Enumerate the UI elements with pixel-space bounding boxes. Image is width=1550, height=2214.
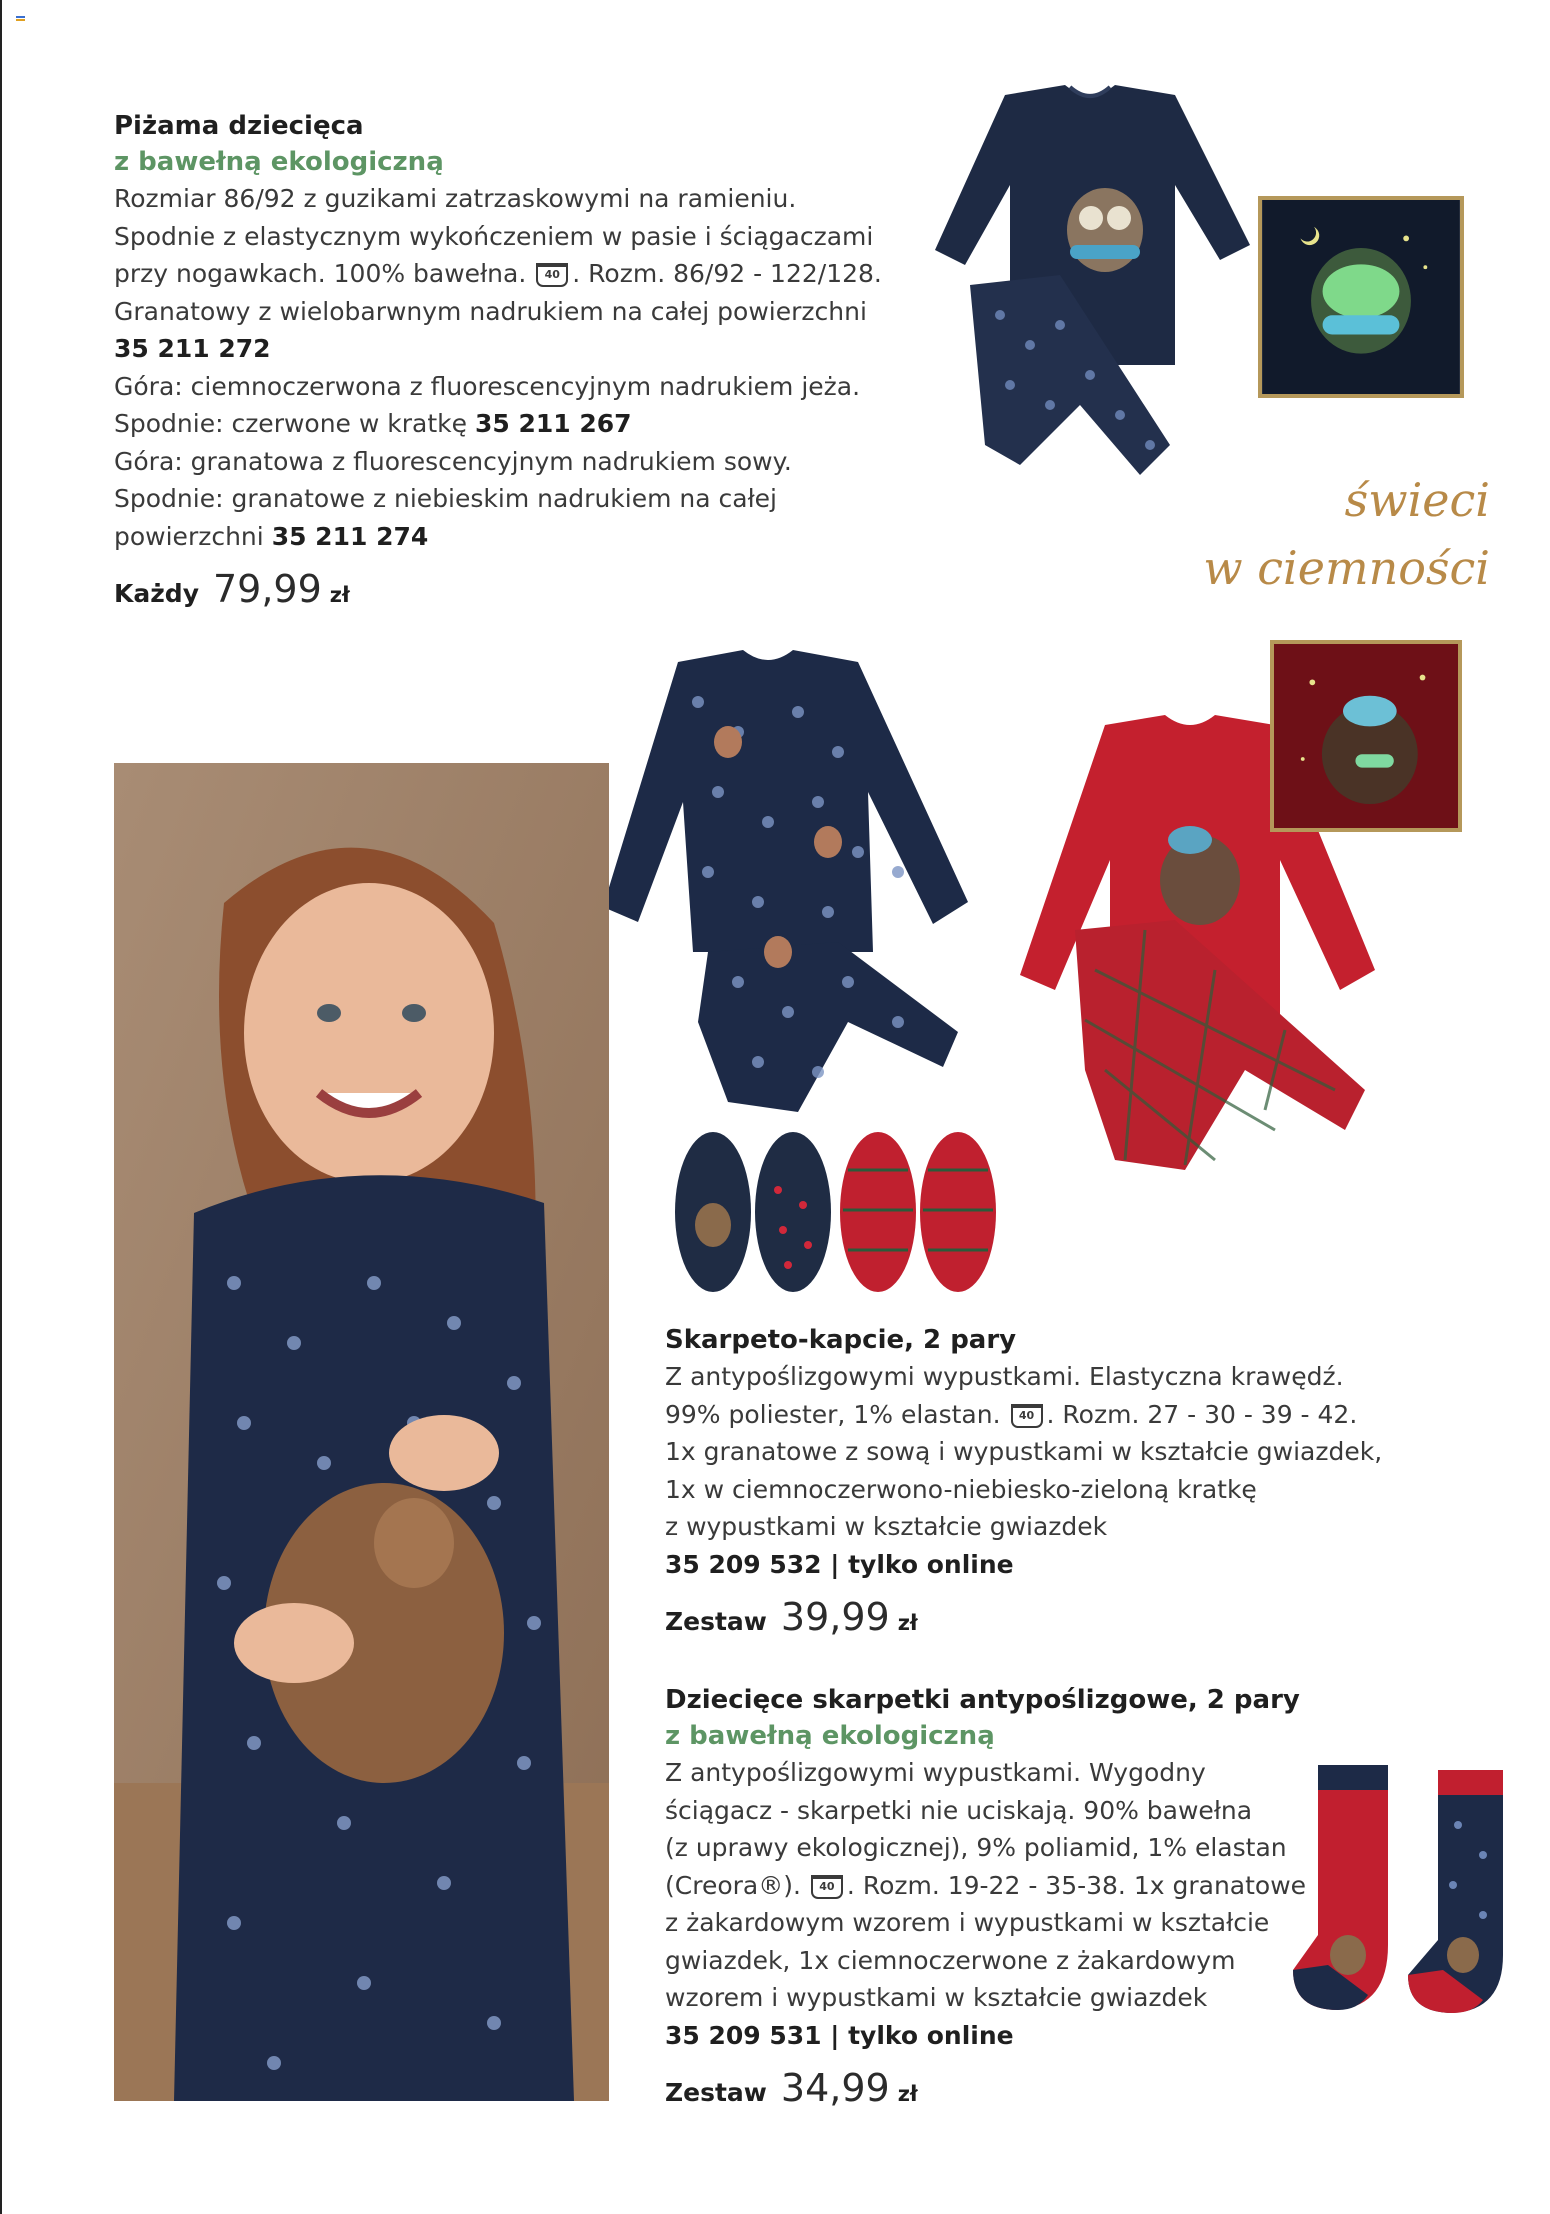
- article-number: 35 211 272: [114, 334, 271, 363]
- wash-40-icon: 40: [1011, 1404, 1043, 1428]
- girl-lifestyle-photo: [114, 763, 609, 2101]
- kids-socks-price: Zestaw 34,99 zł: [665, 2066, 918, 2110]
- kids-socks-line: ściągacz - skarpetki nie uciskają. 90% bawełna: [665, 1795, 1253, 1825]
- owl-pajama-image: [910, 75, 1270, 545]
- pajama-line: Spodnie: granatowe z niebieskim nadrukiem na całej: [114, 484, 778, 513]
- pajama-price: Każdy 79,99 zł: [114, 567, 350, 611]
- menu-icon[interactable]: [16, 16, 25, 22]
- owl-glow-thumbnail: [1258, 196, 1464, 398]
- slipper-socks-line: z wypustkami w kształcie gwiazdek: [665, 1512, 1108, 1541]
- kids-socks-text-block: [665, 1682, 1385, 2110]
- kids-socks-line: gwiazdek, 1x ciemnoczerwone z żakardowym: [665, 1945, 1236, 1975]
- kids-socks-line: Z antypoślizgowymi wypustkami. Wygodny: [665, 1758, 1206, 1787]
- glow-in-dark-caption: świeci w ciemności: [1203, 473, 1490, 595]
- article-number: 35 209 531 | tylko online: [665, 2020, 1014, 2050]
- pajama-line: Spodnie z elastycznym wykończeniem w pasie i ściągaczami: [114, 221, 874, 251]
- pajama-line: Rozmiar 86/92 z guzikami zatrzaskowymi na ramieniu.: [114, 184, 797, 213]
- pajama-line: Góra: granatowa z fluorescencyjnym nadrukiem sowy.: [114, 446, 792, 476]
- slipper-socks-line: Z antypoślizgowymi wypustkami. Elastyczna krawędź.: [665, 1362, 1344, 1391]
- slipper-socks-line: 1x granatowe z sową i wypustkami w kształcie gwiazdek,: [665, 1437, 1383, 1466]
- hedgehog-glow-thumbnail: [1270, 640, 1462, 832]
- article-number: 35 211 267: [474, 409, 632, 438]
- pajama-subtitle: z bawełną ekologiczną: [114, 147, 444, 177]
- pajama-line: Góra: ciemnoczerwona z fluorescencyjnym nadrukiem jeża.: [114, 371, 861, 401]
- kids-socks-line: wzorem i wypustkami w kształcie gwiazdek: [665, 1983, 1208, 2012]
- wash-40-icon: 40: [811, 1875, 843, 1899]
- pajama-title: Piżama dziecięca: [114, 111, 364, 141]
- pajama-line: przy nogawkach. 100% bawełna. 40 . Rozm. 86/92 - 122/128.: [114, 259, 882, 288]
- pajama-text-block: [114, 108, 914, 611]
- kids-socks-line: (z uprawy ekologicznej), 9% poliamid, 1% elastan: [665, 1833, 1287, 1862]
- slipper-socks-line: 99% poliester, 1% elastan. 40 . Rozm. 27 - 30 - 39 - 42.: [665, 1399, 1358, 1429]
- page-border: [0, 0, 2, 2214]
- article-number: 35 211 274: [271, 521, 429, 551]
- slipper-socks-title: Skarpeto-kapcie, 2 pary: [665, 1325, 1017, 1355]
- kids-socks-subtitle: z bawełną ekologiczną: [665, 1721, 995, 1751]
- kids-socks-title: Dziecięce skarpetki antypoślizgowe, 2 pary: [665, 1685, 1300, 1715]
- slipper-socks-text-block: [665, 1322, 1505, 1639]
- pajama-line: powierzchni 35 211 274: [114, 521, 429, 551]
- slipper-socks-line: 1x w ciemnoczerwono-niebiesko-zieloną kratkę: [665, 1474, 1257, 1504]
- slipper-socks-price: Zestaw 39,99 zł: [665, 1595, 918, 1639]
- pajama-line: Granatowy z wielobarwnym nadrukiem na całej powierzchni: [114, 296, 867, 326]
- kids-socks-line: z żakardowym wzorem i wypustkami w kształcie: [665, 1908, 1270, 1937]
- slipper-socks-image: [668, 1130, 1002, 1298]
- pajama-line: Spodnie: czerwone w kratkę 35 211 267: [114, 409, 632, 438]
- article-number: 35 209 532 | tylko online: [665, 1549, 1014, 1579]
- patterned-pajama-image: [598, 642, 978, 1112]
- kids-socks-line: (Creora®). 40 . Rozm. 19-22 - 35-38. 1x granatowe: [665, 1870, 1307, 1900]
- wash-40-icon: 40: [536, 263, 568, 287]
